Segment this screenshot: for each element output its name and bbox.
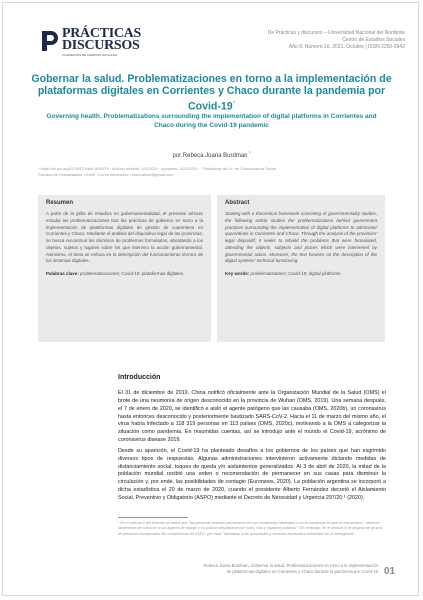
affiliation-line-faculty: Facultad de Humanidades, UNNE. Correo electrónico: rebeccaburd@gmail.com xyxy=(38,173,173,178)
footnote-divider xyxy=(118,517,188,518)
intro-paragraph-2: Desde su aparición, el Covid-19 ha planteado desafíos a los gobiernos de los países que han esgrimido diversos tipos de respuestas. Algunas administraciones intervinieron activamente dictando medidas de distanciamiento social, toques de queda y/o aislamientos generalizados. Al 3 de abril de 2020, la mitad de la población mundial recibió una orden o recomendación de permanecer en sus casas para disminuir la circulación y, por ende, las posibilidades de contagio (Euronews, 2020). La población argentina se incorporó a dicha estadística el 20 de marzo de 2020, cuando el presidente Alberto Fernández decretó el Aislamiento Social, Preventivo y Obligatorio (ASPO) mediante el Decreto de Necesidad y Urgencia 297/20 ¹ (2020). xyxy=(118,447,386,501)
article-title-es-text: Gobernar la salud. Problematizaciones en torno a la implementación de plataformas digitales en Corrientes y Chaco durante la pandemia por Covid-19 xyxy=(31,73,392,113)
affiliation-line-doi: * https://dx.doi.org/10.30972/dpd.1610578 · Artículo recibido: 1/11/2021 · Aprobado: 11/11/2021 · ¹ Estudiante de Lic. en Comunicación Social. xyxy=(38,167,277,171)
journal-header-meta xyxy=(195,30,405,52)
article-title-es xyxy=(20,73,403,112)
affiliation-note xyxy=(38,166,386,178)
body-text xyxy=(118,390,386,506)
abstract-es-box xyxy=(38,195,211,342)
abstract-en-heading: Abstract xyxy=(225,200,250,206)
logo-tagline: CUADERNOS DE CIENCIAS SOCIALES xyxy=(62,53,118,57)
header-line-journal: De Prácticas y discursos – Universidad Nacional del Nordeste xyxy=(267,30,405,36)
title-footnote-marker: * xyxy=(232,100,236,107)
abstract-es-body: A partir de la grilla de estudios en gubernamentalidad, el presente artículo estudia las problematizaciones tras las prácticas de gobierno en torno a la implementación de plataformas digitales de gestión de cuarentena en Corrientes y Chaco. Mediante el análisis del dispositivo legal de las provincias, se busca reconstruir los dominios de problemas formulados, abordando a los objetos, sujetos y lugares sobre los que intervino la acción gubernamental. Asimismo, el texto se enfoca en la descripción del funcionamiento técnico de los sistemas digitales. xyxy=(46,211,203,264)
footer-line-1: Rebeca Joana Burdman. Gobernar la salud. Problematizaciones en torno a la implementación xyxy=(203,563,378,568)
abstract-es-keywords-label: Palabras clave: xyxy=(46,271,79,276)
header-line-issue: Año 9, Número 16, 2021, Octubre | ISSN 2250-6942 xyxy=(288,44,405,51)
page-number: 01 xyxy=(384,566,396,577)
abstract-es-keywords xyxy=(46,271,203,278)
abstract-en-box xyxy=(217,195,385,342)
abstract-es-heading: Resumen xyxy=(46,200,74,206)
abstract-en-body: Starting with a theoretical framework consisting of governmentality studies, the following article studies the problematizations behind government practices surrounding the implementation of digital platforms to administer quarantines in Corrientes and Chaco. Through the analysis of the provinces' legal dispositif, it seeks to rebuild the problems that were formulated, attending the objects, subjects and places which were intervened by governmental action. Moreover, the text focuses on the description of the digital systems' technical functioning. xyxy=(225,211,377,264)
abstract-en-keywords-text: problematizations; Covid-19; digital platforms. xyxy=(250,271,342,276)
abstract-es-keywords-text: problematizaciones; Covid-19; plataformas digitales. xyxy=(80,271,185,276)
abstract-en-keywords xyxy=(225,271,377,278)
section-heading-introduccion: Introducción xyxy=(118,374,161,381)
logo-mark-icon xyxy=(40,29,60,53)
abstract-en-keywords-label: Key words: xyxy=(225,271,250,276)
author-name: por Rebeca Joana Burdman xyxy=(172,153,248,159)
logo-line-practicas: PRÁCTICAS xyxy=(62,26,141,41)
footer-line-2: de plataformas digitales en Corrientes y Chaco durante la pandemia por Covid-19 xyxy=(226,569,378,574)
journal-logo xyxy=(40,27,140,57)
article-title-en: Governing health. Problematizations surrounding the implementation of digital platforms in Corrientes and Chaco during the Covid-19 pandemic xyxy=(46,113,377,129)
intro-paragraph-1: El 31 de diciembre de 2019, China notificó oficialmente ante la Organización Mundial de la Salud (OMS) el brote de una neumonía de origen desconocido en la provincia de Wuhan (OMS, 2019). Una semana después, el 7 de enero de 2020, se identificó e aisló el agente patógeno que las causaba (OMS, 2020b), un coronavirus hasta entonces desconocido y posteriormente bautizado SARS-CoV-2. Hacia el 11 de marzo del mismo año, el virus había infectado a 118 319 personas en 113 países (OMS, 2020c), motivando a la OMS a categorizar la situación como pandemia. En resumidas cuentas, así se introdujo ante el mundo el Covid-19, acrónimo de coronavirus disease 2019. xyxy=(118,390,386,444)
logo-line-discursos: DISCURSOS xyxy=(62,38,140,53)
page-footer xyxy=(128,563,378,575)
header-line-center: Centro de Estudios Sociales xyxy=(342,37,405,44)
author-line xyxy=(0,150,423,159)
author-footnote-marker: ¹ xyxy=(249,150,251,155)
footnote-1: ¹ En el artículo 2 del Decreto se indica que "las personas deberán permanecer en sus residencias habituales o en la residencia en que se encuentren... deberán abstenerse de concurrir a sus lugares de trabajo y no podrán desplazarse por rutas, vías y espacios públicos". Sin embargo, en el artículo 6 se dispuso de grupos de personas exceptuadas del cumplimiento de ASPO, por estar "afectadas a las actividades y servicios declarados esenciales en la emergencia". xyxy=(118,521,383,536)
